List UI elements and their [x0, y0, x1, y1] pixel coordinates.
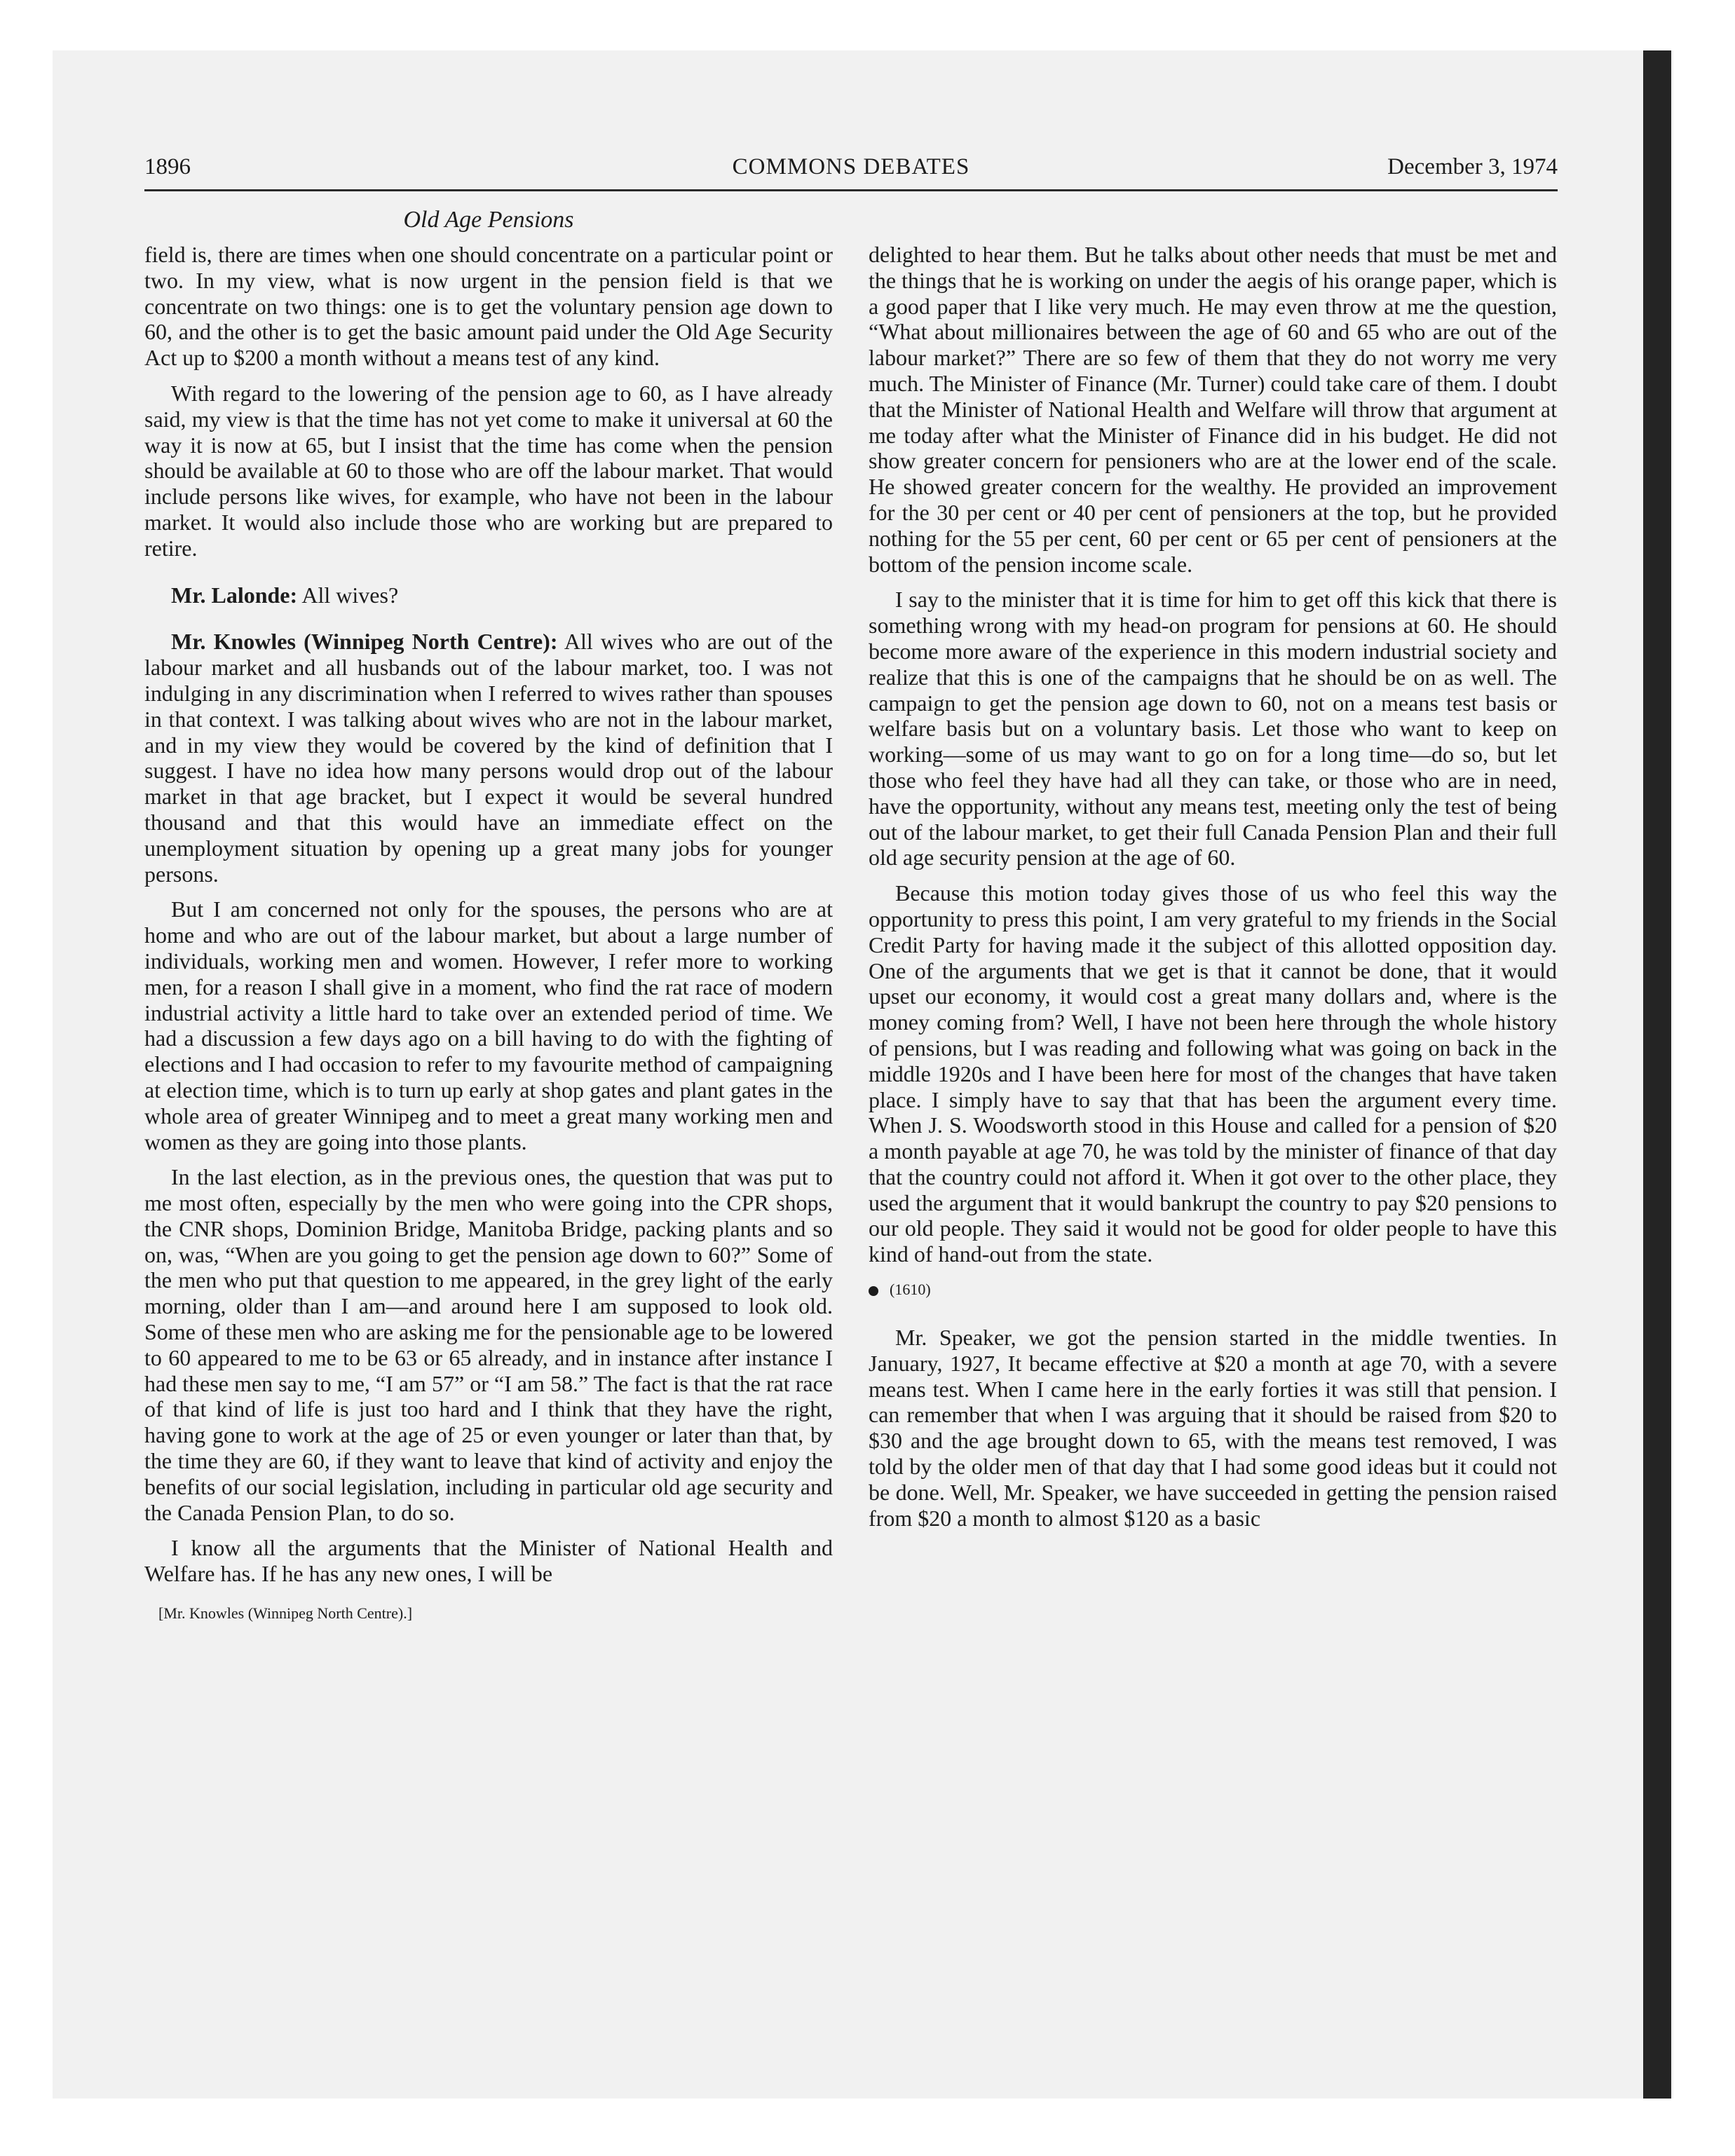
speaker-name: Mr. Lalonde: [171, 582, 298, 608]
page-number: 1896 [144, 154, 191, 179]
right-column [869, 242, 1557, 1541]
time-marker-text: (1610) [890, 1281, 931, 1299]
speaker-name: Mr. Knowles (Winnipeg North Centre): [171, 629, 558, 655]
paragraph: field is, there are times when one should concentrate on a particular point or two. In my view, what is now urgent in the pension field is that we concentrate on two things: one is to get the voluntary pension age down to 60, and the other is to get the basic amount paid under the Old Age Security Act up to $200 a month without a means test of any kind. [144, 242, 833, 371]
spacer [144, 618, 833, 629]
paragraph: Mr. Speaker, we got the pension started in the middle twenties. In January, 1927, It became effective at $20 a month at age 70, with a severe means test. When I came here in the early forties it was still that pension. I can remember that when I was arguing that it should be raised from $20 to $30 and the age brought down to 65, with the means test removed, I was told by the older men of that day that I had some good ideas but it could not be done. Well, Mr. Speaker, we have succeeded in getting the pension raised from $20 a month to almost $120 as a basic [869, 1325, 1557, 1531]
speech-lalonde [144, 582, 833, 608]
speaker-footnote: [Mr. Knowles (Winnipeg North Centre).] [158, 1604, 413, 1623]
paragraph: In the last election, as in the previous ones, the question that was put to me most often, especially by the men who were going into the CPR shops, the CNR shops, Dominion Bridge, Manitoba Bridge, packing plants and so on, was, “When are you going to get the pension age down to 60?” Some of the men who put that question to me appeared, in the grey light of the early morning, older than I am—and around here I am supposed to look old. Some of these men who are asking me for the pensionable age to be lowered to 60 appeared to me to be 63 or 65 already, and in instance after instance I had these men say to me, “I am 57” or “I am 58.” The fact is that the rat race of that kind of life is just too hard and I think that they have the right, having gone to work at the age of 25 or even younger or later than that, by the time they are 60, if they want to leave that kind of activity and enjoy the benefits of our social legislation, including in particular old age security and the Canada Pension Plan, to do so. [144, 1164, 833, 1525]
running-title: COMMONS DEBATES [732, 154, 970, 179]
paragraph: With regard to the lowering of the pension age to 60, as I have already said, my view is that the time has not yet come to make it universal at 60 the way it is now at 65, but I insist that the time has come when the pension should be available at 60 to those who are off the labour market. That would include persons like wives, for example, who have not been in the labour market. It would also include those who are working but are prepared to retire. [144, 380, 833, 561]
left-column [144, 242, 833, 1623]
time-marker [869, 1280, 1557, 1299]
paragraph: Because this motion today gives those of us who feel this way the opportunity to press this point, I am very grateful to my friends in the Social Credit Party for having made it the subject of this allotted opposition day. One of the arguments that we get is that it cannot be done, that it would upset our economy, it would cost a great many dollars and, where is the money coming from? Well, I have not been here through the whole history of pensions, but I was reading and following what was going on back in the middle 1920s and I have been here for most of the changes that have taken place. I simply have to say that that has been the argument every time. When J. S. Woodsworth stood in this House and called for a pension of $20 a month payable at age 70, he was told by the minister of finance of that day that the country could not afford it. When it got over to the other place, they used the argument that it would bankrupt the country to pay $20 pensions to our old people. They said it would not be good for older people to have this kind of hand-out from the state. [869, 880, 1557, 1267]
section-title: Old Age Pensions [403, 207, 574, 233]
paragraph: But I am concerned not only for the spouses, the persons who are at home and who are out of the labour market, but about a large number of individuals, working men and women. However, I refer more to working men, for a reason I shall give in a moment, who find the rat race of modern industrial activity a little hard to take over an extended period of time. We had a discussion a few days ago on a bill having to do with the fighting of elections and I had occasion to refer to my favourite method of campaigning at election time, which is to turn up early at shop gates and plant gates in the whole area of greater Winnipeg and to meet a great many working men and women as they are going into those plants. [144, 896, 833, 1154]
paragraph: delighted to hear them. But he talks about other needs that must be met and the things that he is working on under the aegis of his orange paper, which is a good paper that I like very much. He may even throw at me the question, “What about millionaires between the age of 60 and 65 who are out of the labour market?” There are so few of them that they do not worry me very much. The Minister of Finance (Mr. Turner) could take care of them. I doubt that the Minister of National Health and Welfare will throw that argument at me today after what the Minister of Finance did in his budget. He did not show greater concern for pensioners who are at the lower end of the scale. He showed greater concern for the wealthy. He provided an improvement for the 30 per cent or 40 per cent of pensioners at the top, but he provided nothing for the 55 per cent, 60 per cent or 65 per cent of pensioners at the bottom of the pension income scale. [869, 242, 1557, 577]
page-date: December 3, 1974 [1387, 154, 1558, 179]
paragraph: I know all the arguments that the Minister of National Health and Welfare has. If he has any new ones, I will be [144, 1535, 833, 1587]
speech-knowles [144, 629, 833, 887]
speech-text: All wives who are out of the labour market and all husbands out of the labour market, too. I was not indulging in any discrimination when I referred to wives rather than spouses in that context. I was talking about wives who are not in the labour market, and in my view they would be covered by the kind of definition that I suggest. I have no idea how many persons would drop out of the labour market in that age bracket, but I expect it would be several hundred thousand and that this would have an immediate effect on the unemployment situation by opening up a great many jobs for younger persons. [144, 629, 834, 887]
bullet-icon [869, 1286, 878, 1296]
spacer [144, 571, 833, 582]
speech-text: All wives? [297, 582, 399, 608]
scan-edge-shadow [1643, 50, 1671, 2099]
page-header [144, 153, 1558, 191]
paragraph: I say to the minister that it is time for him to get off this kick that there is something wrong with my head-on program for pensions at 60. He should become more aware of the experience in this modern industrial society and realize that this is one of the campaigns that he should be on as well. The campaign to get the pension age down to 60, not on a means test basis or welfare basis but on a voluntary basis. Let those who want to keep on working—some of us may want to go on for a long time—do so, but let those who feel they have had all they can take, or those who are in need, have the opportunity, without any means test, meeting only the test of being out of the labour market, to get their full Canada Pension Plan and their full old age security pension at the age of 60. [869, 587, 1557, 871]
